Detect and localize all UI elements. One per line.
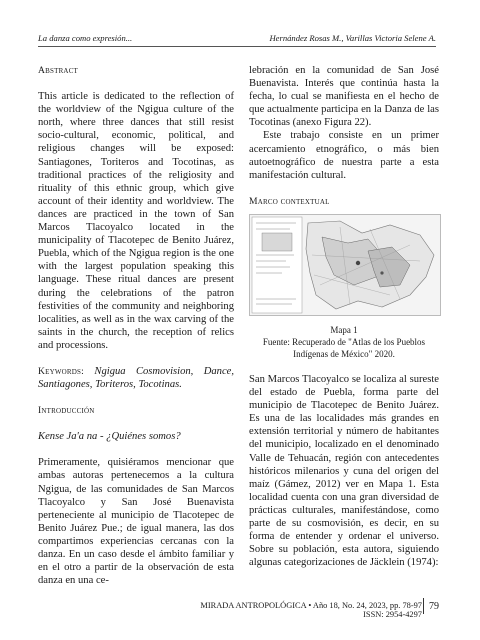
page-number: 79 bbox=[429, 601, 439, 612]
intro-text: Primeramente, quisiéramos mencionar que ambas autoras pertenecemos a la cultura Ngigua, de las comunidades de San Marcos Tlacoyalco y San José Buenavista perteneciente al municipio de Tlacotepec de Benito Juárez Pue.; de igual manera, las dos compartimos experiencias cercanas con la danza. En un caso desde el ámbito familiar y en el otro a partir de la observación de esta danza en una ce- bbox=[38, 457, 234, 587]
running-header-right: Hernández Rosas M., Varillas Victoria Selene A. bbox=[269, 33, 436, 43]
abstract-heading: Abstract bbox=[38, 65, 79, 76]
intro-heading: Introducción bbox=[38, 405, 95, 417]
keywords bbox=[38, 365, 234, 391]
left-column bbox=[38, 64, 234, 587]
intro-subheading: Kense Ja'a na - ¿Quiénes somos? bbox=[38, 431, 181, 443]
keywords-text: Ngigua Cosmovision, Dance, Santiagones, Toriteros, Tocotinas. bbox=[38, 365, 234, 391]
keywords-label: Keywords: bbox=[38, 365, 85, 377]
paragraph-2: Este trabajo consiste en un primer acercamiento etnográfico, o más bien autoetnográfico de nuestra parte a esta manifestación cultural. bbox=[249, 130, 439, 181]
map-caption-title: Mapa 1 bbox=[330, 324, 358, 335]
abstract-text: This article is dedicated to the reflection of the worldview of the Ngigua culture of the north, where three dances that still resist socio-cultural, economic, political, and religious changes will be exposed: Santiagones, Toriteros and Tocotinas, as traditional practices of the religiosity and rituality of this ethnic group, which give account of their identity and worldview. The dances are practiced in the town of San Marcos Tlacoyalco located in the municipality of Tlacotepec de Benito Juárez, Puebla, which of the Ngigua region is the one with the largest population speaking this language. These ritual dances are present during the celebrations of the patron festivities of the community and neighboring localities, as well as in the wax carving of the saints in the church, the reception of relics and processions. bbox=[38, 91, 234, 351]
continued-text: lebración en la comunidad de San José Buenavista. Interés que continúa hasta la fecha, lo cual se manifiesta en el hecho de que actualmente participa en la Danza de las Tocotinas (anexo Figura 22). bbox=[249, 65, 439, 129]
header-rule bbox=[38, 46, 436, 47]
right-column bbox=[249, 64, 439, 569]
footer-divider bbox=[423, 598, 424, 614]
footer bbox=[200, 601, 422, 619]
map-figure bbox=[249, 214, 441, 316]
running-header-left: La danza como expresión... bbox=[38, 33, 133, 43]
marco-heading: Marco contextual bbox=[249, 195, 330, 207]
paragraph-3: San Marcos Tlacoyalco se localiza al sureste del estado de Puebla, forma parte del municipio de Tlacotepec de Benito Juárez. Es una de las localidades más grandes en extensión territorial y número de habitantes del municipio, localizado en el denominado Valle de Tehuacán, región con antecedentes históricos milenarios y cuna del origen del maíz (Gámez, 2012) ver en Mapa 1. Esta localidad cuenta con una gran diversidad de prácticas culturales, manifestándose, como parte de su cosmovisión, es decir, en su forma de entender y ordenar el universo. Sobre su población, esta autora, siguiendo algunas categorizaciones de Jäcklein (1974): bbox=[249, 373, 439, 569]
footer-journal: MIRADA ANTROPOLÓGICA • Año 18, No. 24, 2023, pp. 78-97 bbox=[200, 601, 422, 610]
map-caption bbox=[249, 324, 439, 360]
map-caption-source: Fuente: Recuperado de "Atlas de los Pueblos Indígenas de México" 2020. bbox=[262, 336, 426, 359]
footer-issn: ISSN: 2954-4297 bbox=[363, 610, 422, 619]
map-image bbox=[250, 215, 440, 315]
